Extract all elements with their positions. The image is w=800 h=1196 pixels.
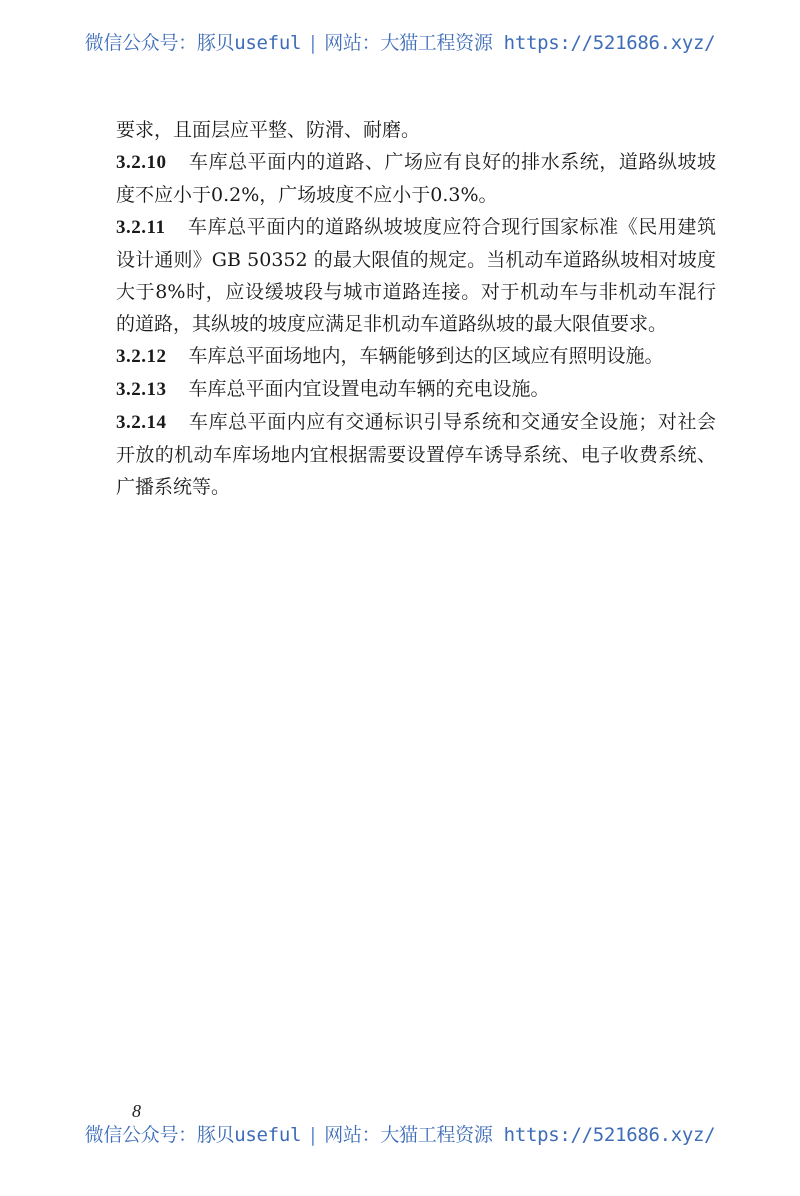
clause-3-2-10	[116, 146, 716, 211]
clause-text: 车库总平面内的道路纵坡坡度应符合现行国家标准《民用建筑设计通则》GB 50352 的最大限值的规定。当机动车道路纵坡相对坡度大于8%时，应设缓坡段与城市道路连接。对于机动车与非机动车混行的道路，其纵坡的坡度应满足非机动车道路纵坡的最大限值要求。	[116, 216, 716, 335]
watermark-site: 网站：大猫工程资源 https://521686.xyz/	[324, 1124, 716, 1146]
clause-text: 车库总平面场地内，车辆能够到达的区域应有照明设施。	[188, 345, 664, 367]
clause-3-2-14	[116, 406, 716, 503]
clause-text: 车库总平面内宜设置电动车辆的充电设施。	[188, 378, 550, 400]
clause-3-2-13	[116, 373, 716, 406]
clause-number: 3.2.10	[116, 152, 167, 173]
clause-number: 3.2.12	[116, 346, 167, 367]
page-body	[116, 114, 716, 503]
watermark-site: 网站：大猫工程资源 https://521686.xyz/	[324, 32, 716, 54]
header-watermark	[0, 30, 800, 56]
footer-watermark	[0, 1122, 800, 1148]
paragraph-continuation	[116, 114, 716, 146]
paragraph-text: 要求，且面层应平整、防滑、耐磨。	[116, 119, 421, 141]
clause-3-2-12	[116, 340, 716, 373]
clause-number: 3.2.14	[116, 412, 167, 433]
clause-text: 车库总平面内的道路、广场应有良好的排水系统，道路纵坡坡度不应小于0.2%，广场坡度不应小于0.3%。	[116, 151, 716, 206]
clause-number: 3.2.13	[116, 379, 167, 400]
watermark-separator: |	[307, 32, 319, 54]
watermark-wechat: 微信公众号：豚贝useful	[84, 32, 302, 54]
clause-text: 车库总平面内应有交通标识引导系统和交通安全设施；对社会开放的机动车库场地内宜根据需要设置停车诱导系统、电子收费系统、广播系统等。	[116, 411, 716, 498]
clause-3-2-11	[116, 211, 716, 340]
watermark-wechat: 微信公众号：豚贝useful	[84, 1124, 302, 1146]
page-number: 8	[132, 1101, 141, 1121]
clause-number: 3.2.11	[116, 217, 166, 238]
watermark-separator: |	[307, 1124, 319, 1146]
